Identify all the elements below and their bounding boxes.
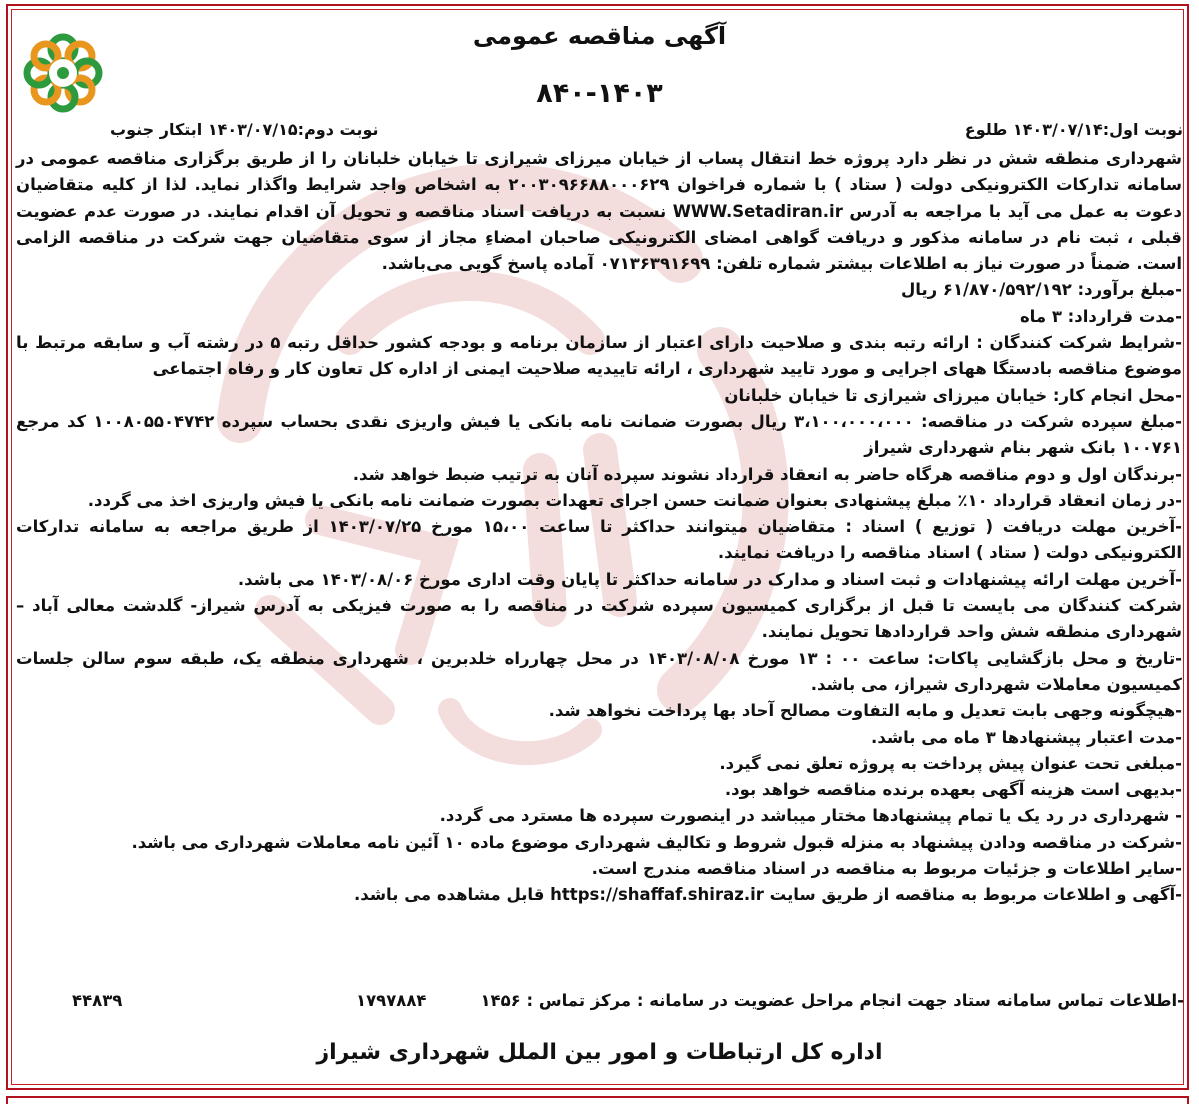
contact-phone-1: ۱۷۹۷۸۸۴ — [356, 991, 427, 1010]
intro-paragraph: شهرداری منطقه شش در نظر دارد پروژه خط انتقال پساب از خیابان میرزای شیرازی تا خیابان خلبانان را از طریق برگزاری مناقصه عمومی در سامانه تدارکات الکترونیکی دولت ( ستاد ) با شماره فراخوان ۲۰۰۳۰۹۶۶۸۸۰۰۰۶۲۹ به اشخاص واجد شرایط واگذار نماید. لذا از کلیه متقاضیان دعوت به عمل می آید با مراجعه به آدرس WWW.Setadiran.ir نسبت به دریافت اسناد مناقصه و تحویل آن اقدام نمایند. در صورت عدم عضویت قبلی ، ثبت نام در سامانه مذکور و دریافت گواهی امضای الکترونیکی صاحبان امضاءِ مجاز از سوی متقاضیان جهت شرکت در مناقصه الزامی است. ضمناً در صورت نیاز به اطلاعات بیشتر شماره تلفن: ۰۷۱۳۶۳۹۱۶۹۹ آماده پاسخ گویی می‌باشد. — [16, 149, 1182, 274]
clause-duration: -مدت قرارداد: ۳ ماه — [1019, 306, 1182, 326]
clause-ad-cost: -بدیهی است هزینه آگهی بعهده برنده مناقصه خواهد بود. — [724, 780, 1182, 800]
clause-other-info: -سایر اطلاعات و جزئیات مربوط به مناقصه در اسناد مناقصه مندرج است. — [591, 859, 1182, 879]
second-publication: نوبت دوم:۱۴۰۳/۰۷/۱۵ ابتکار جنوب — [110, 120, 379, 139]
publication-schedule — [110, 120, 1183, 144]
clause-opening: -تاریخ و محل بازگشایی پاکات: ساعت ۰۰ : ۱۳ مورخ ۱۴۰۳/۰۸/۰۸ در محل چهارراه خلدبرین ، شهرداری منطقه یک، طبقه سوم سالن جلسات کمیسیون معاملات شهرداری شیراز، می باشد. — [16, 648, 1182, 694]
clause-website: -آگهی و اطلاعات مربوط به مناقصه از طریق سایت https://shaffaf.shiraz.ir قابل مشاهده می باشد. — [354, 885, 1182, 905]
notice-body — [16, 146, 1182, 909]
clause-work-location: -محل انجام کار: خیابان میرزای شیرازی تا خیابان خلبانان — [724, 385, 1182, 405]
clause-acceptance: -شرکت در مناقصه ودادن پیشنهاد به منزله قبول شروط و تکالیف شهرداری موضوع ماده ۱۰ آئین نامه معاملات شهرداری می باشد. — [131, 832, 1182, 852]
clause-physical-deposit: شرکت کنندگان می بایست تا قبل از برگزاری کمیسیون سپرده شرکت در مناقصه را به صورت فیزیکی به آدرس شیراز- گلدشت معالی آباد – شهرداری منطقه شش واحد قراردادها تحویل نمایند. — [16, 596, 1182, 642]
clause-winners: -برندگان اول و دوم مناقصه هرگاه حاضر به انعقاد قرارداد نشوند سپرده آنان به ترتیب ضبط خواهد شد. — [352, 464, 1182, 484]
clause-no-adjustment: -هیچگونه وجهی بابت تعدیل و مابه التفاوت مصالح آحاد بها پرداخت نخواهد شد. — [548, 701, 1182, 721]
contact-info — [72, 991, 1184, 1015]
contact-text: -اطلاعات تماس سامانه ستاد جهت انجام مراحل عضویت در سامانه : مرکز تماس : ۱۴۵۶ — [480, 991, 1184, 1010]
clause-bidder-conditions: -شرایط شرکت کنندگان : ارائه رتبه بندی و صلاحیت دارای اعتبار از سازمان برنامه و بودجه کشور حداقل رتبه ۵ در رشته آب و سابقه مرتبط با موضوع مناقصه بادستگا ههای اجرایی و مورد تایید شهرداری ، ارائه تاییدیه صلاحیت ایمنی از اداره کل تعاون کار و رفاه اجتماعی — [16, 333, 1182, 379]
clause-rejection: - شهرداری در رد یک یا تمام پیشنهادها مختار میباشد در اینصورت سپرده ها مسترد می گردد. — [439, 806, 1182, 826]
first-publication: نوبت اول:۱۴۰۳/۰۷/۱۴ طلوع — [964, 120, 1183, 139]
clause-deposit: -مبلغ سپرده شرکت در مناقصه: ۳،۱۰۰،۰۰۰،۰۰۰ ریال بصورت ضمانت نامه بانکی یا فیش واریزی نقدی بحساب سپرده ۱۰۰۸۰۵۵۰۴۷۴۲ کد مرجع ۱۰۰۷۶۱ بانک شهر بنام شهرداری شیراز — [16, 411, 1182, 458]
clause-estimate: -مبلغ برآورد: ۶۱/۸۷۰/۵۹۲/۱۹۲ ریال — [900, 280, 1182, 300]
next-ad-border — [6, 1096, 1189, 1104]
clause-performance-bond: -در زمان انعقاد قرارداد ۱۰٪ مبلغ پیشنهادی بعنوان ضمانت حسن اجرای تعهدات بصورت ضمانت نامه بانکی یا فیش واریزی اخذ می گردد. — [87, 490, 1182, 510]
notice-number: ۸۴۰-۱۴۰۳ — [536, 78, 663, 109]
clause-submission-deadline: -آخرین مهلت ارائه پیشنهادات و ثبت اسناد و مدارک در سامانه حداکثر تا پایان وقت اداری مورخ ۱۴۰۳/۰۸/۰۶ می باشد. — [237, 569, 1182, 589]
clause-no-prepayment: -مبلغی تحت عنوان پیش پرداخت به پروژه تعلق نمی گیرد. — [719, 753, 1182, 773]
clause-validity: -مدت اعتبار پیشنهادها ۳ ماه می باشد. — [871, 727, 1182, 747]
contact-phone-2: ۴۴۸۳۹ — [72, 991, 123, 1010]
clause-document-deadline: -آخرین مهلت دریافت ( توزیع ) اسناد : متقاضیان میتوانند حداکثر تا ساعت ۱۵،۰۰ مورخ ۱۴۰۳/۰۷/۲۵ از طریق مراجعه به سامانه تدارکات الکترونیکی دولت ( ستاد ) اسناد مناقصه را دریافت نمایند. — [16, 517, 1182, 563]
footer-office: اداره کل ارتباطات و امور بین الملل شهرداری شیراز — [316, 1040, 883, 1065]
notice-title: آگهی مناقصه عمومی — [472, 22, 727, 50]
